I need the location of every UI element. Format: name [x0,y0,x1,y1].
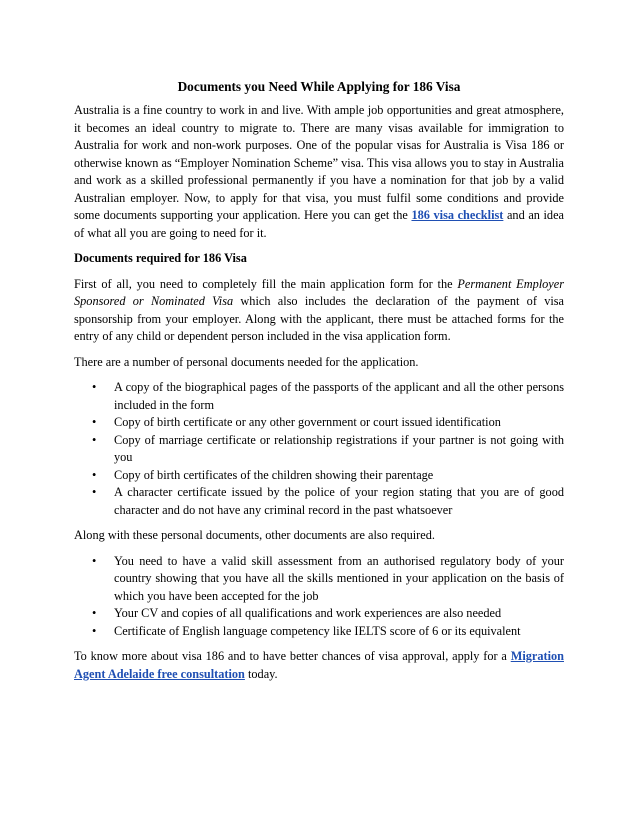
list-item-text: Copy of birth certificates of the children showing their parentage [114,467,434,482]
list-item [92,432,564,467]
para2-text-after: which also includes the declaration of the payment of visa sponsorship from your employer. Along with the applicant, there must be attached forms for the entry of any child or dependent person included in the visa application form. [74,294,564,343]
list-item [92,484,564,519]
para2-text-before: First of all, you need to completely fill the main application form for the [74,276,458,291]
application-form-paragraph [74,276,564,346]
list-item-text: Certificate of English language competency like IELTS score of 6 or its equivalent [114,623,521,638]
personal-docs-list [74,379,564,519]
bullet-icon: • [92,415,97,429]
list-item-text: A character certificate issued by the police of your region stating that you are of good character and do not have any criminal record in the past whatsoever [114,485,564,517]
bullet-icon: • [92,485,97,499]
intro-text-after: and an idea of what all you are going to need for it. [74,208,564,240]
intro-text-before: Australia is a fine country to work in and live. With ample job opportunities and great atmosphere, it becomes an ideal country to migrate to. There are many visas available for immigration to Australia for work and non-work purposes. One of the popular visas for Australia is Visa 186 or otherwise known as “Employer Nomination Scheme” visa. This visa allows you to stay in Australia and work as a skilled professional permanently if you have a nomination for that job by a valid Australian employer. Now, to apply for that visa, you must fulfil some conditions and provide some documents supporting your application. Here you can get the [74,103,564,222]
list-item-text: You need to have a valid skill assessment from an authorised regulatory body of your country showing that you have all the skills mentioned in your application on the basis of which you have been accepted for the job [114,553,564,603]
bullet-icon: • [92,553,97,568]
list-item-text: A copy of the biographical pages of the passports of the applicant and all the other persons included in the form [114,380,564,412]
other-docs-list [74,553,564,641]
list-item [92,414,564,432]
list-item-text: Copy of marriage certificate or relationship registrations if your partner is not going with you [114,432,564,464]
migration-agent-link[interactable]: Migration Agent Adelaide free consultation [74,649,564,681]
bullet-icon: • [92,606,97,620]
personal-docs-intro: There are a number of personal documents needed for the application. [74,354,419,369]
list-item-text: Copy of birth certificate or any other government or court issued identification [114,415,501,429]
list-item-text: Your CV and copies of all qualifications and work experiences are also needed [114,606,502,620]
intro-paragraph [74,102,564,242]
closing-text-before: To know more about visa 186 and to have better chances of visa approval, apply for a [74,649,511,663]
visa-name-italic: Permanent Employer Sponsored or Nominated Visa [74,276,564,308]
closing-text-after: today. [244,666,278,681]
list-item [92,605,564,623]
list-item [92,379,564,414]
document-title: Documents you Need While Applying for 186 Visa [177,79,461,94]
bullet-icon: • [92,623,97,638]
other-docs-intro: Along with these personal documents, other documents are also required. [74,528,435,542]
bullet-icon: • [92,467,97,482]
visa-checklist-link[interactable]: 186 visa checklist [411,208,504,222]
list-item [92,467,564,485]
list-item [92,553,564,606]
list-item [92,623,564,641]
bullet-icon: • [92,380,97,394]
closing-paragraph [74,648,564,683]
section-heading: Documents required for 186 Visa [74,251,247,265]
bullet-icon: • [92,432,97,447]
